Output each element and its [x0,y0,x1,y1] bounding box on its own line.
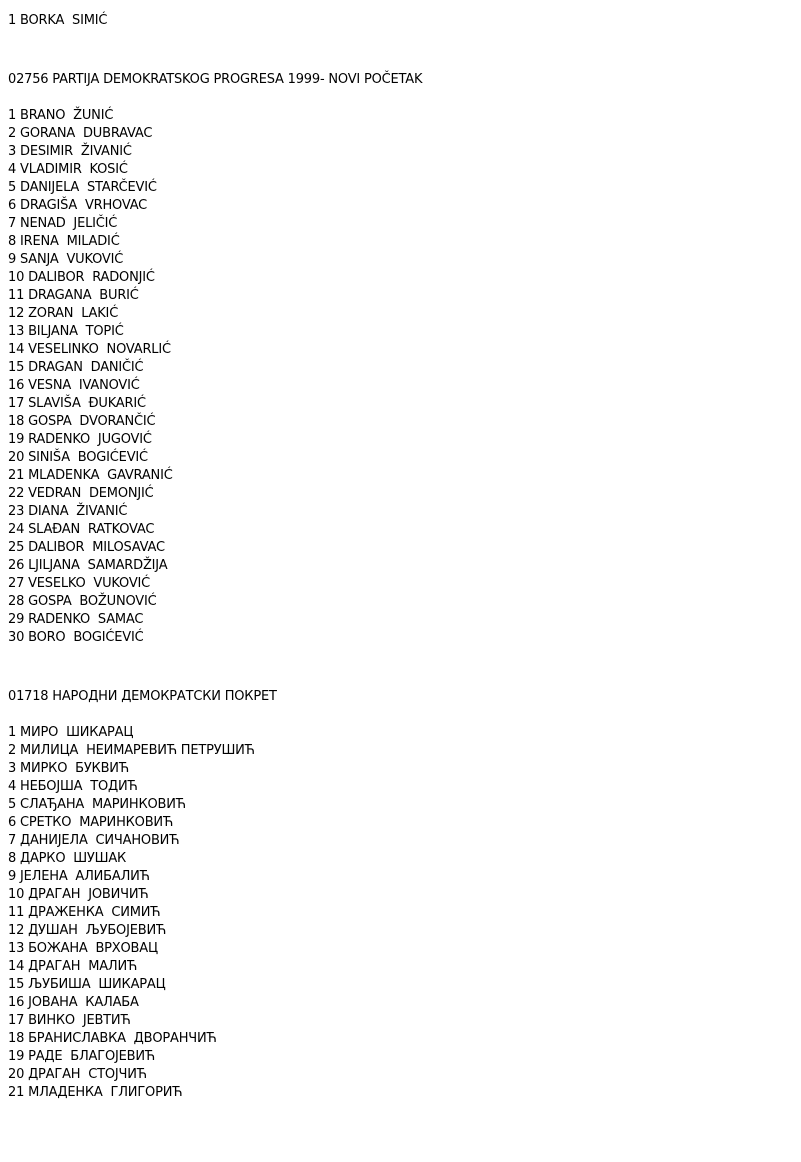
list-item: 7 ДАНИЈЕЛА СИЧАНОВИЋ [8,833,180,848]
list-item: 8 ДАРКО ШУШАК [8,851,127,866]
list-item: 12 ZORAN LAKIĆ [8,306,119,321]
list-item: 20 SINIŠA BOGIĆEVIĆ [8,450,148,465]
party-1-header-block [8,71,422,89]
list-item: 21 MLADENKA GAVRANIĆ [8,468,173,483]
list-item: 9 SANJA VUKOVIĆ [8,252,124,267]
list-item: 17 SLAVIŠA ĐUKARIĆ [8,396,146,411]
list-item: 20 ДРАГАН СТОЈЧИЋ [8,1067,147,1082]
list-item: 18 GOSPA DVORANČIĆ [8,414,156,429]
list-item: 12 ДУШАН ЉУБОЈЕВИЋ [8,923,166,938]
list-item: 24 SLAĐAN RATKOVAC [8,522,155,537]
list-item: 22 VEDRAN DEMONJIĆ [8,486,154,501]
list-item: 2 GORANA DUBRAVAC [8,126,153,141]
list-item: 27 VESELKO VUKOVIĆ [8,576,151,591]
list-item: 23 DIANA ŽIVANIĆ [8,504,128,519]
list-item: 9 ЈЕЛЕНА АЛИБАЛИЋ [8,869,150,884]
list-item: 1 BORKA SIMIĆ [8,13,108,28]
list-item: 10 DALIBOR RADONJIĆ [8,270,155,285]
list-item: 1 МИРО ШИКАРАЦ [8,725,134,740]
list-item: 5 DANIJELA STARČEVIĆ [8,180,157,195]
list-item: 18 БРАНИСЛАВКА ДВОРАНЧИЋ [8,1031,217,1046]
list-item: 1 BRANO ŽUNIĆ [8,108,114,123]
list-item: 15 ЉУБИША ШИКАРАЦ [8,977,166,992]
list-item: 19 РАДЕ БЛАГОЈЕВИЋ [8,1049,155,1064]
top-entry-block [8,12,107,30]
list-item: 16 ЈОВАНА КАЛАБА [8,995,139,1010]
list-item: 30 BORO BOGIĆEVIĆ [8,630,144,645]
list-item: 3 МИРКО БУКВИЋ [8,761,129,776]
party-header: 02756 PARTIJA DEMOKRATSKOG PROGRESA 1999- NOVI POČETAK [8,72,423,87]
list-item: 14 ДРАГАН МАЛИЋ [8,959,138,974]
list-item: 16 VESNA IVANOVIĆ [8,378,140,393]
list-item: 13 БОЖАНА ВРХОВАЦ [8,941,158,956]
party-2-header-block [8,688,277,706]
list-item: 4 НЕБОЈША ТОДИЋ [8,779,138,794]
list-item: 21 МЛАДЕНКА ГЛИГОРИЋ [8,1085,183,1100]
list-item: 5 СЛАЂАНА МАРИНКОВИЋ [8,797,186,812]
list-item: 11 DRAGANA BURIĆ [8,288,139,303]
list-item: 3 DESIMIR ŽIVANIĆ [8,144,132,159]
list-item: 28 GOSPA BOŽUNOVIĆ [8,594,157,609]
party-1-candidate-list [8,107,173,647]
list-item: 6 СРЕТКО МАРИНКОВИЋ [8,815,173,830]
party-header: 01718 НАРОДНИ ДЕМОКРАТСКИ ПОКРЕТ [8,689,277,704]
party-2-candidate-list [8,724,255,1102]
list-item: 25 DALIBOR MILOSAVAC [8,540,165,555]
list-item: 17 ВИНКО ЈЕВТИЋ [8,1013,131,1028]
list-item: 8 IRENA MILADIĆ [8,234,120,249]
list-item: 11 ДРАЖЕНКА СИМИЋ [8,905,161,920]
list-item: 19 RADENKO JUGOVIĆ [8,432,152,447]
list-item: 26 LJILJANA SAMARDŽIJA [8,558,168,573]
list-item: 14 VESELINKO NOVARLIĆ [8,342,171,357]
list-item: 15 DRAGAN DANIČIĆ [8,360,144,375]
list-item: 29 RADENKO SAMAC [8,612,144,627]
list-item: 7 NENAD JELIČIĆ [8,216,118,231]
list-item: 13 BILJANA TOPIĆ [8,324,124,339]
list-item: 6 DRAGIŠA VRHOVAC [8,198,148,213]
list-item: 2 МИЛИЦА НЕИМАРЕВИЋ ПЕТРУШИЋ [8,743,255,758]
list-item: 4 VLADIMIR KOSIĆ [8,162,128,177]
list-item: 10 ДРАГАН ЈОВИЧИЋ [8,887,149,902]
